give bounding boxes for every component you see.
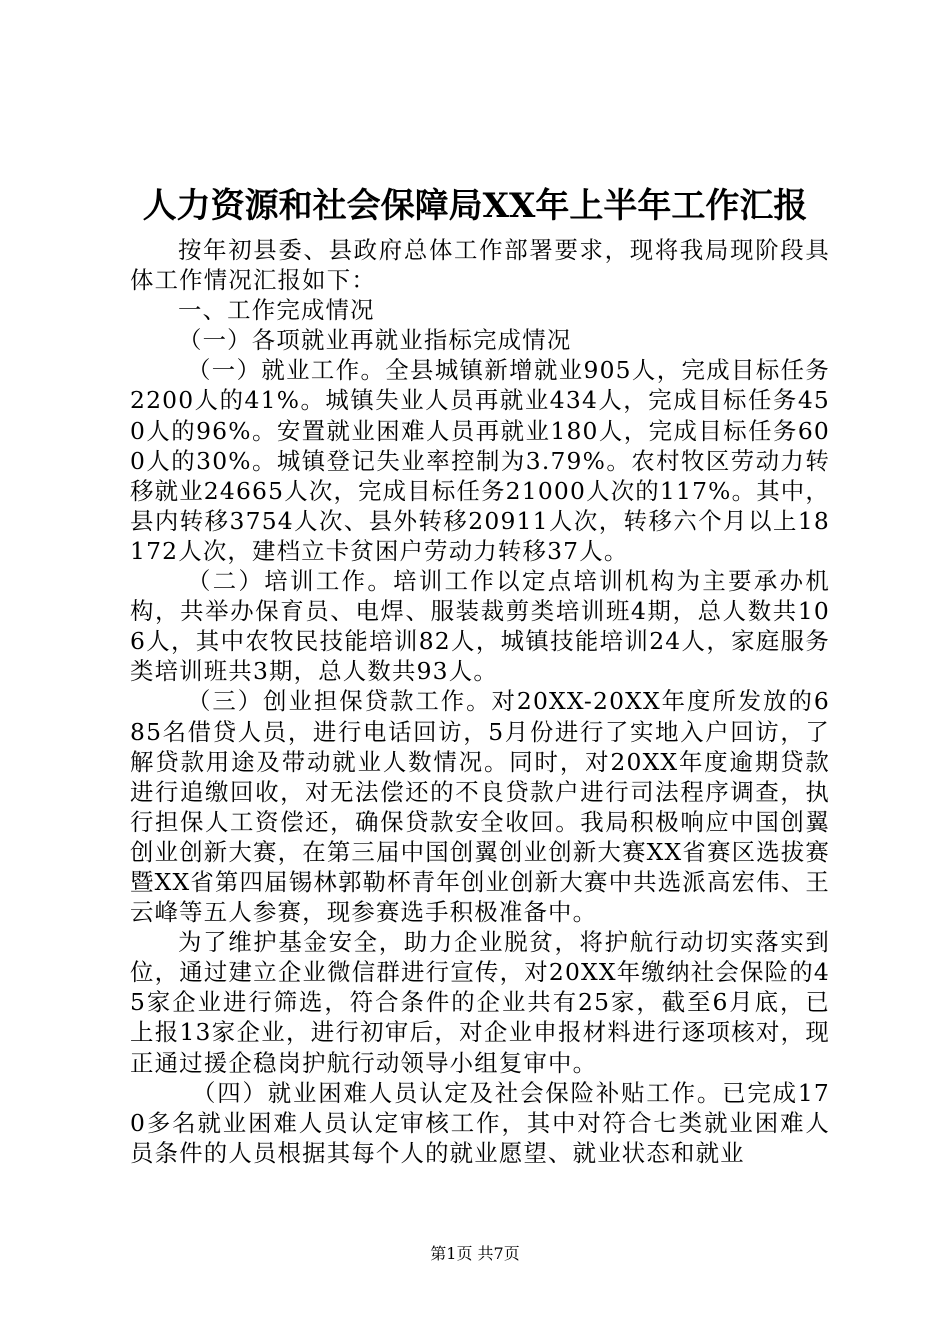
paragraph-loans: （三）创业担保贷款工作。对20XX-20XX年度所发放的685名借贷人员，进行电话回访，5月份进行了实地入户回访，了解贷款用途及带动就业人数情况。同时，对20XX年度逾期贷款进行追缴回收，对无法偿还的不良贷款户进行司法程序调查，执行担保人工资偿还，确保贷款安全收回。我局积极响应中国创翼创业创新大赛，在第三届中国创翼创业创新大赛XX省赛区选拔赛暨XX省第四届锡林郭勒杯青年创业创新大赛中共选派高宏伟、王云峰等五人参赛，现参赛选手积极准备中。	[130, 687, 830, 927]
paragraph-training: （二）培训工作。培训工作以定点培训机构为主要承办机构，共举办保育员、电焊、服装裁剪类培训班4期，总人数共106人，其中农牧民技能培训82人，城镇技能培训24人，家庭服务类培训班共3期，总人数共93人。	[130, 567, 830, 686]
paragraph-subsidy: （四）就业困难人员认定及社会保险补贴工作。已完成170多名就业困难人员认定审核工作，其中对符合七类就业困难人员条件的人员根据其每个人的就业愿望、就业状态和就业	[130, 1078, 830, 1167]
document-body	[130, 235, 830, 1168]
paragraph-employment: （一）就业工作。全县城镇新增就业905人，完成目标任务2200人的41%。城镇失业人员再就业434人，完成目标任务450人的96%。安置就业困难人员再就业180人，完成目标任务600人的30%。城镇登记失业率控制为3.79%。农村牧区劳动力转移就业24665人次，完成目标任务21000人次的117%。其中，县内转移3754人次、县外转移20911人次，转移六个月以上18172人次，建档立卡贫困户劳动力转移37人。	[130, 356, 830, 565]
subsection-heading: （一）各项就业再就业指标完成情况	[178, 326, 572, 355]
document-title: 人力资源和社会保障局XX年上半年工作汇报	[142, 186, 808, 226]
page-number: 第1页 共7页	[430, 1244, 520, 1263]
section-heading: 一、工作完成情况	[178, 296, 375, 325]
intro-paragraph: 按年初县委、县政府总体工作部署要求，现将我局现阶段具体工作情况汇报如下：	[130, 236, 830, 295]
paragraph-fund-safety: 为了维护基金安全，助力企业脱贫，将护航行动切实落实到位，通过建立企业微信群进行宣传，对20XX年缴纳社会保险的45家企业进行筛选，符合条件的企业共有25家，截至6月底，已上报13家企业，进行初审后，对企业申报材料进行逐项核对，现正通过援企稳岗护航行动领导小组复审中。	[130, 928, 830, 1077]
